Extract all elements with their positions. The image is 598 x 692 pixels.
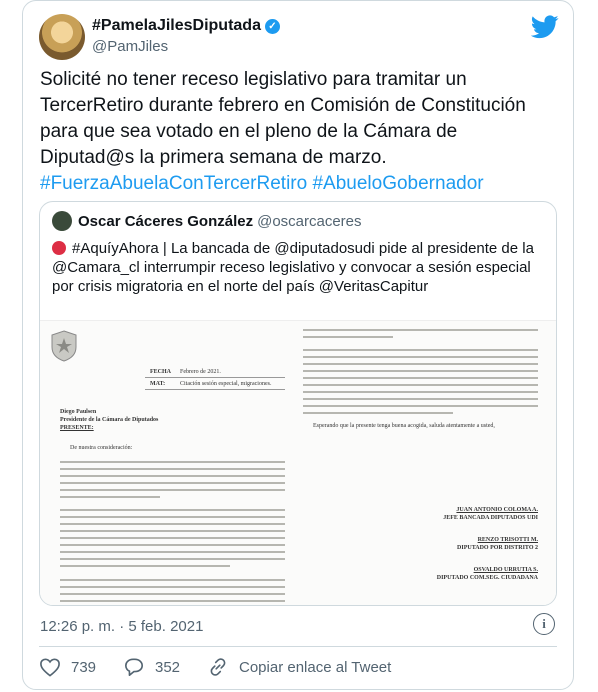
quoted-author-avatar: [52, 211, 72, 231]
doc-closing: Esperando que la presente tenga buena acogida, saluda atentamente a usted,: [313, 423, 495, 429]
attached-document-image[interactable]: [40, 320, 556, 606]
doc-text-line: [303, 398, 538, 400]
tweet-hashtags[interactable]: #FuerzaAbuelaConTercerRetiro #AbueloGobernador: [40, 173, 484, 194]
doc-text-line: [303, 356, 538, 358]
reply-button[interactable]: [123, 657, 180, 677]
quoted-author-handle: @oscarcaceres: [257, 213, 362, 230]
reply-count: 352: [155, 658, 181, 676]
doc-rule: [145, 389, 285, 390]
quoted-tweet-text: [52, 239, 544, 296]
doc-text-line: [60, 558, 285, 560]
red-circle-icon: [52, 241, 66, 255]
reply-bubble-icon: [123, 657, 145, 677]
doc-text-line: [60, 509, 285, 511]
doc-text-line: [60, 468, 285, 470]
doc-signature-role: DIPUTADO POR DISTRITO 2: [457, 545, 538, 551]
doc-text-line: [60, 461, 285, 463]
author-avatar[interactable]: [39, 14, 85, 60]
like-button[interactable]: [39, 657, 96, 677]
heart-icon: [39, 657, 61, 677]
quoted-tweet[interactable]: [39, 201, 557, 606]
doc-rule: [145, 377, 285, 378]
quoted-author-name: Oscar Cáceres González: [78, 213, 254, 230]
doc-text-line: [60, 523, 285, 525]
tweet-card[interactable]: [22, 0, 574, 690]
author-handle[interactable]: @PamJiles: [92, 38, 169, 55]
doc-recipient-name: Diego Paulsen: [60, 409, 97, 415]
doc-text-line: [60, 551, 285, 553]
doc-text-line: [60, 482, 285, 484]
chamber-emblem-icon: [48, 329, 80, 363]
divider: [39, 646, 557, 647]
tweet-timestamp[interactable]: 12:26 p. m. · 5 feb. 2021: [40, 618, 204, 635]
quoted-tweet-body: #AquíyAhora | La bancada de @diputadosudi pide al presidente de la @Camara_cl interrumpir receso legislativo y convocar a sesión especial por crisis migratoria en el norte del país @VeritasCapitur: [52, 240, 534, 295]
author-name-row[interactable]: [92, 17, 280, 35]
tweet-body: Solicité no tener receso legislativo para tramitar un TercerRetiro durante febrero en Comisión de Constitución para que sea votado en el pleno de la Cámara de Diputad@s la primera semana de marzo.: [40, 69, 526, 168]
copy-link-button[interactable]: [207, 657, 391, 677]
doc-text-line: [60, 600, 285, 602]
tweet-text: [40, 67, 555, 197]
doc-signature-name: JUAN ANTONIO COLOMA A.: [456, 507, 538, 513]
doc-salutation: De nuestra consideración:: [70, 445, 133, 451]
doc-text-line: [303, 405, 538, 407]
doc-fecha-value: Febrero de 2021.: [180, 369, 221, 375]
doc-mat-value: Citación sesión especial, migraciones.: [180, 381, 272, 387]
doc-mat-label: MAT:: [150, 381, 166, 387]
doc-text-line: [60, 593, 285, 595]
doc-text-line: [60, 544, 285, 546]
doc-text-line: [303, 377, 538, 379]
author-display-name[interactable]: #PamelaJilesDiputada: [92, 17, 261, 34]
doc-text-line: [303, 349, 538, 351]
like-count: 739: [71, 658, 97, 676]
doc-signature-name: RENZO TRISOTTI M.: [477, 537, 538, 543]
doc-text-line: [60, 489, 285, 491]
doc-text-line: [303, 412, 453, 414]
doc-text-line: [60, 516, 285, 518]
doc-text-line: [303, 391, 538, 393]
doc-text-line: [60, 537, 285, 539]
twitter-bird-icon[interactable]: [531, 15, 559, 39]
quoted-author-row: [78, 213, 362, 230]
doc-text-line: [60, 530, 285, 532]
doc-text-line: [303, 336, 393, 338]
doc-signature-role: DIPUTADO COM.SEG. CIUDADANA: [436, 575, 538, 581]
doc-text-line: [60, 579, 285, 581]
doc-text-line: [60, 496, 160, 498]
doc-text-line: [303, 370, 538, 372]
doc-text-line: [303, 384, 538, 386]
doc-text-line: [60, 586, 285, 588]
doc-recipient-present: PRESENTE:: [60, 425, 94, 431]
doc-recipient-title: Presidente de la Cámara de Diputados: [60, 417, 159, 423]
verified-badge-icon: ✓: [265, 19, 280, 34]
doc-signature-name: OSVALDO URRUTIA S.: [473, 567, 538, 573]
info-icon[interactable]: i: [533, 613, 555, 635]
doc-signature-role: JEFE BANCADA DIPUTADOS UDI: [443, 515, 538, 521]
doc-fecha-label: FECHA: [150, 369, 171, 375]
copy-link-label: Copiar enlace al Tweet: [239, 658, 392, 676]
doc-text-line: [303, 363, 538, 365]
doc-text-line: [60, 565, 230, 567]
doc-text-line: [303, 329, 538, 331]
doc-text-line: [60, 475, 285, 477]
link-icon: [207, 657, 229, 677]
